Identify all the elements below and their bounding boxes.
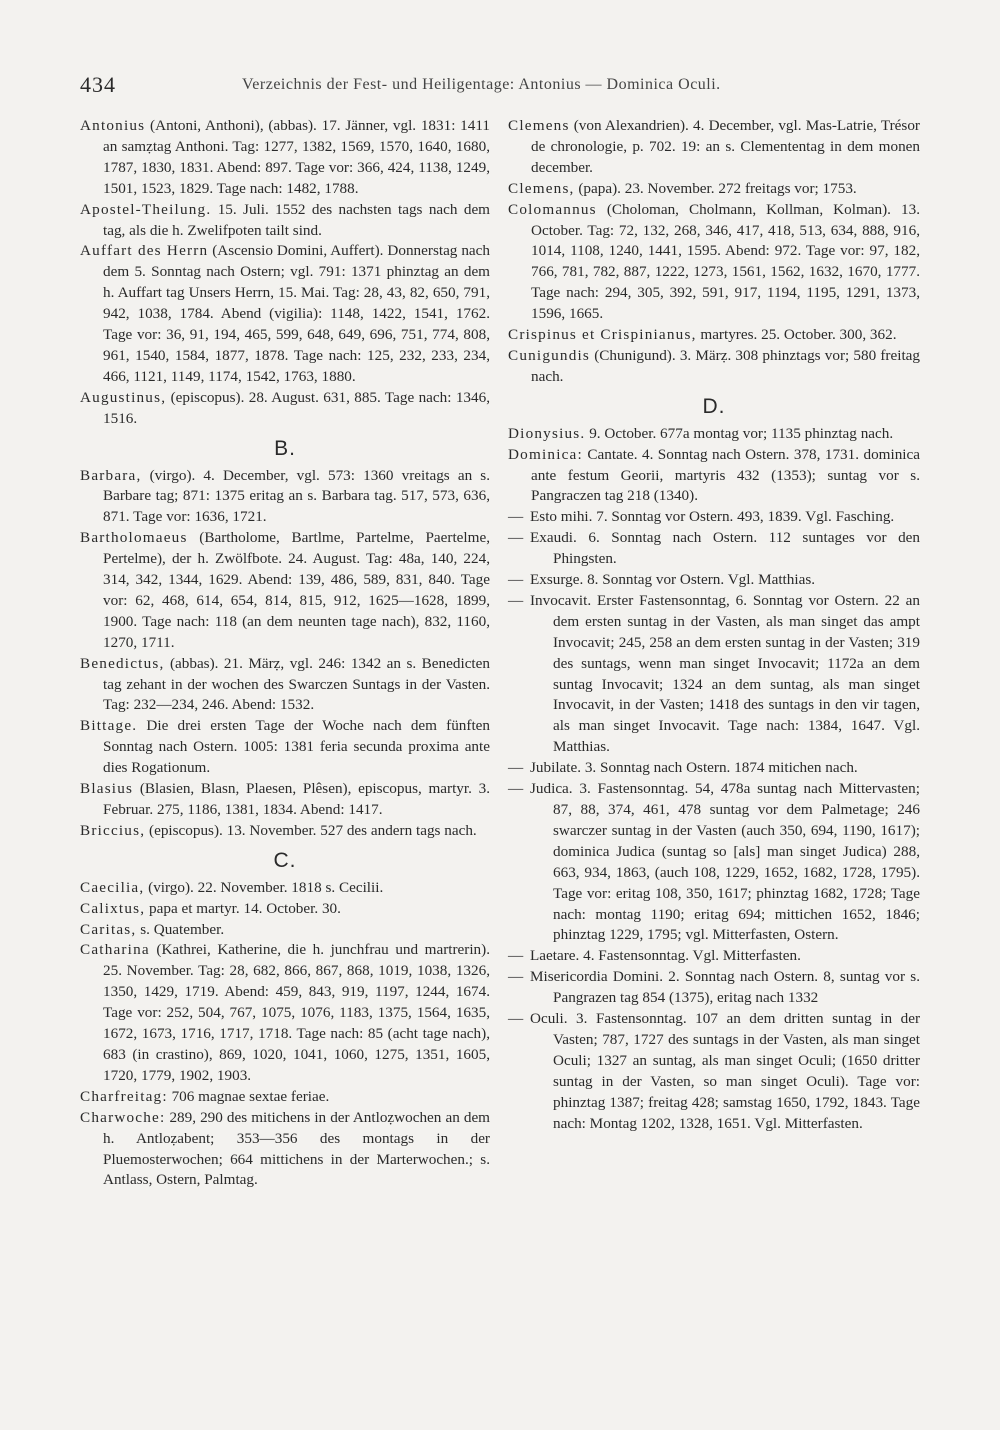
index-entry (80, 466, 490, 529)
entry-headword: Bartholomaeus (80, 529, 188, 547)
entry-dash: — (508, 508, 524, 526)
entry-dash: — (508, 947, 524, 965)
entry-body: (Chunigund). 3. Märẓ. 308 phinztags vor; 580 freitag nach. (531, 346, 920, 385)
index-entry (508, 179, 920, 200)
entry-body: (papa). 23. November. 272 freitags vor; 1753. (574, 179, 857, 197)
entry-body: Misericordia Domini. 2. Sonntag nach Ostern. 8, suntag vor s. Pangrazen tag 854 (1375), eritag nach 1332 (530, 968, 920, 1007)
right-column (508, 116, 920, 1135)
entry-headword: Colomannus (508, 200, 597, 218)
entry-body: Exsurge. 8. Sonntag vor Ostern. Vgl. Matthias. (530, 571, 816, 589)
index-entry (80, 1108, 490, 1192)
entry-body: (virgo). 4. December, vgl. 573: 1360 vreitags an s. Barbare tag; 871: 1375 eritag an s. Barbara tag. 517, 573, 636, 871. Tage vor: 1636, 1721. (103, 466, 490, 526)
index-entry (508, 346, 920, 388)
page-number: 434 (80, 72, 116, 97)
index-entry (80, 878, 490, 899)
section-letter: C. (273, 848, 297, 872)
entry-headword: Charwoche: (80, 1108, 166, 1126)
entry-body: Esto mihi. 7. Sonntag vor Ostern. 493, 1839. Vgl. Fasching. (530, 508, 895, 526)
index-entry (80, 200, 490, 242)
entry-headword: Clemens (508, 117, 570, 134)
index-entry (508, 758, 920, 779)
index-entry (508, 507, 920, 528)
index-entry (80, 654, 490, 717)
index-entry (508, 325, 920, 346)
index-entry (508, 528, 920, 570)
entry-body: Jubilate. 3. Sonntag nach Ostern. 1874 mitichen nach. (530, 759, 858, 777)
entry-dash: — (508, 780, 524, 798)
entry-dash: — (508, 1010, 524, 1028)
entry-body: (Kathrei, Katherine, die h. junchfrau und martrerin). 25. November. Tag: 28, 682, 866, 867, 868, 1019, 1038, 1326, 1350, 1429, 1719. Abend: 459, 843, 919, 1197, 1244, 1674. Tage vor: 252, 504, 767, 1075, 1076, 1183, 1375, 1564, 1635, 1672, 1673, 1716, 1717, 1718. Tage nach: 85 (acht tage nach), 683 (in crastino), 869, 1020, 1041, 1060, 1275, 1351, 1605, 1720, 1779, 1902, 1903. (103, 941, 490, 1084)
section-letter: B. (274, 436, 296, 460)
entry-headword: Apostel-Theilung. (80, 200, 212, 218)
entry-headword: Catharina (80, 941, 150, 959)
index-entry (508, 445, 920, 508)
entry-body: 289, 290 des mitichens in der Antloẓwochen an dem h. Antloẓabent; 353—356 des montags in der Pluemosterwochen; 664 mittichens in der Marterwochen.; s. Antlass, Ostern, Palmtag. (103, 1108, 490, 1189)
index-entry (80, 1087, 490, 1108)
entry-body: Die drei ersten Tage der Woche nach dem fünften Sonntag nach Ostern. 1005: 1381 feria secunda proxima ante dies Rogationum. (103, 717, 490, 777)
entry-body: (Antoni, Anthoni), (abbas). 17. Jänner, vgl. 1831: 1411 an samẓtag Anthoni. Tag: 1277, 1382, 1569, 1570, 1640, 1680, 1787, 1830, 1831. Abend: 897. Tage vor: 366, 424, 1138, 1249, 1501, 1523, 1829. Tage nach: 1482, 1788. (103, 117, 490, 197)
index-entry (508, 779, 920, 946)
section-letter: D. (702, 394, 726, 418)
index-entry (80, 241, 490, 387)
left-column (80, 116, 490, 1191)
entry-body: (Choloman, Cholmann, Kollman, Kolman). 13. October. Tag: 72, 132, 268, 346, 417, 418, 513, 634, 888, 916, 1014, 1108, 1240, 1441, 1595. Abend: 972. Tage vor: 97, 182, 766, 781, 782, 887, 1222, 1273, 1561, 1562, 1632, 1670, 1777. Tage nach: 294, 305, 392, 591, 917, 1194, 1195, 1291, 1373, 1596, 1665. (531, 200, 920, 323)
entry-headword: Caecilia, (80, 878, 145, 896)
entry-body: s. Quatember. (136, 920, 225, 938)
index-entry (80, 716, 490, 779)
entry-body: papa et martyr. 14. October. 30. (145, 899, 341, 917)
index-entry (80, 779, 490, 821)
index-entry (80, 528, 490, 653)
entry-body: Judica. 3. Fastensonntag. 54, 478a suntag nach Mittervasten; 87, 88, 374, 461, 478 suntag vor dem Palmetage; 246 swarczer suntag in der Vasten (auch 350, 694, 1190, 1617); dominica Judica (suntag so [als] man singet Judica) 288, 663, 934, 1863, (auch 108, 1229, 1652, 1682, 1728, 1795). Tage vor: eritag 108, 350, 1617; phinztag 1682, 1728; Tage nach: montag 1190; eritag 694; mittichen 1652, 1846; phinztag 1229, 1795; vgl. Mitterfasten, Ostern. (530, 780, 920, 944)
index-entry (80, 920, 490, 941)
entry-dash: — (508, 529, 524, 547)
index-entry (508, 116, 920, 179)
page-header (80, 72, 960, 102)
entry-headword: Antonius (80, 117, 146, 134)
entry-dash: — (508, 968, 524, 986)
entry-headword: Clemens, (508, 179, 575, 197)
entry-body: 9. October. 677a montag vor; 1135 phinztag nach. (585, 424, 894, 442)
entry-dash: — (508, 571, 524, 589)
entry-headword: Auffart des Herrn (80, 242, 209, 260)
entry-headword: Dominica: (508, 445, 583, 463)
index-entry (80, 821, 490, 842)
entry-body: (Bartholome, Bartlme, Partelme, Paertelme, Pertelme), der h. Zwölfbote. 24. August. Tag: 48a, 140, 224, 314, 342, 1344, 1629. Abend: 139, 486, 589, 831, 840. Tage vor: 62, 468, 614, 654, 814, 815, 912, 1625—1628, 1899, 1900. Tage nach: 118 (an dem neunten tage nach), 832, 1160, 1270, 1711. (103, 529, 490, 651)
entry-headword: Bittage. (80, 717, 138, 735)
entry-body: (Ascensio Domini, Auffert). Donnerstag nach dem 5. Sonntag nach Ostern; vgl. 791: 1371 phinztag an dem h. Auffart tag Unsers Herrn, 15. Mai. Tag: 28, 43, 82, 650, 791, 942, 1038, 1784. Abend (vigilia): 1148, 1422, 1541, 1762. Tage vor: 36, 91, 194, 465, 599, 648, 649, 696, 751, 774, 808, 961, 1540, 1584, 1877, 1878. Tage nach: 125, 232, 233, 234, 466, 1121, 1149, 1174, 1542, 1763, 1880. (103, 242, 490, 385)
entry-body: 706 magnae sextae feriae. (167, 1087, 330, 1105)
entry-headword: Barbara, (80, 466, 142, 484)
entry-body: (von Alexandrien). 4. December, vgl. Mas-Latrie, Trésor de chronologie, p. 702. 19: an s. Clemententag in dem monen december. (531, 117, 920, 176)
index-entry (508, 570, 920, 591)
index-entry (80, 116, 490, 200)
entry-headword: Calixtus, (80, 899, 146, 917)
entry-headword: Charfreitag: (80, 1087, 168, 1105)
entry-headword: Caritas, (80, 920, 137, 938)
entry-body: martyres. 25. October. 300, 362. (696, 326, 897, 344)
entry-body: (episcopus). 28. August. 631, 885. Tage nach: 1346, 1516. (103, 388, 490, 427)
entry-body: Oculi. 3. Fastensonntag. 107 an dem dritten suntag in der Vasten; 787, 1727 des suntags in der Vasten, als man singet Oculi; 1327 an suntag, als man singet Oculi; (1650 dritter suntag in der Vasten, so man singet Oculi). Tage vor: phinztag 1387; freitag 428; samstag 1650, 1792, 1843. Tage nach: Montag 1202, 1328, 1651. Vgl. Mitterfasten. (530, 1010, 920, 1132)
entry-headword: Blasius (80, 780, 134, 798)
index-entry (508, 200, 920, 325)
index-entry (508, 967, 920, 1009)
entry-body: Exaudi. 6. Sonntag nach Ostern. 112 suntages vor den Phingsten. (530, 529, 920, 568)
entry-body: (virgo). 22. November. 1818 s. Cecilii. (144, 878, 384, 896)
index-entry (508, 946, 920, 967)
entry-body: (Blasien, Blasn, Plaesen, Plêsen), episcopus, martyr. 3. Februar. 275, 1186, 1381, 1834. Abend: 1417. (103, 780, 490, 818)
entry-body: 15. Juli. 1552 des nachsten tags nach dem tag, als die h. Zwelifpoten tailt sind. (103, 200, 490, 239)
entry-body: (episcopus). 13. November. 527 des andern tags nach. (145, 821, 477, 839)
entry-headword: Augustinus, (80, 388, 167, 406)
index-entry (508, 1009, 920, 1134)
index-entry (508, 591, 920, 758)
entry-headword: Briccius, (80, 821, 146, 839)
entry-dash: — (508, 591, 524, 609)
entry-headword: Benedictus, (80, 654, 165, 672)
entry-body: Invocavit. Erster Fastensonntag, 6. Sonntag vor Ostern. 22 an dem ersten suntag in der Vasten, als man singet das ampt Invocavit; 245, 258 an dem ersten suntag in der Vasten; 319 des suntags, wenn man singet Invocavit; 1172a an dem suntag Invocavit; 1324 an dem suntag, als man singet Invocavit, in der Vasten; 1418 des suntags in den vir tagen, als man singet Invocavit. Tage nach: 1384, 1647. Vgl. Matthias. (530, 591, 920, 756)
index-entry (80, 940, 490, 1086)
index-entry (80, 388, 490, 430)
entry-dash: — (508, 759, 524, 777)
entry-headword: Crispinus et Crispinianus, (508, 326, 697, 344)
running-title: Verzeichnis der Fest- und Heiligentage: Antonius — Dominica Oculi. (242, 76, 721, 93)
entry-body: (abbas). 21. Märẓ, vgl. 246: 1342 an s. Benedicten tag zehant in der wochen des Swarczen Suntags in der Vasten. Tag: 232—234, 246. Abend: 1532. (103, 654, 490, 714)
entry-body: Cantate. 4. Sonntag nach Ostern. 378, 1731. dominica ante festum Georii, martyris 432 (1353); suntag vor s. Pangraczen tag 218 (1340). (531, 445, 920, 505)
index-entry (508, 424, 920, 445)
entry-body: Laetare. 4. Fastensonntag. Vgl. Mitterfasten. (530, 947, 801, 965)
index-entry (80, 899, 490, 920)
entry-headword: Dionysius. (508, 424, 586, 442)
entry-headword: Cunigundis (508, 346, 591, 364)
